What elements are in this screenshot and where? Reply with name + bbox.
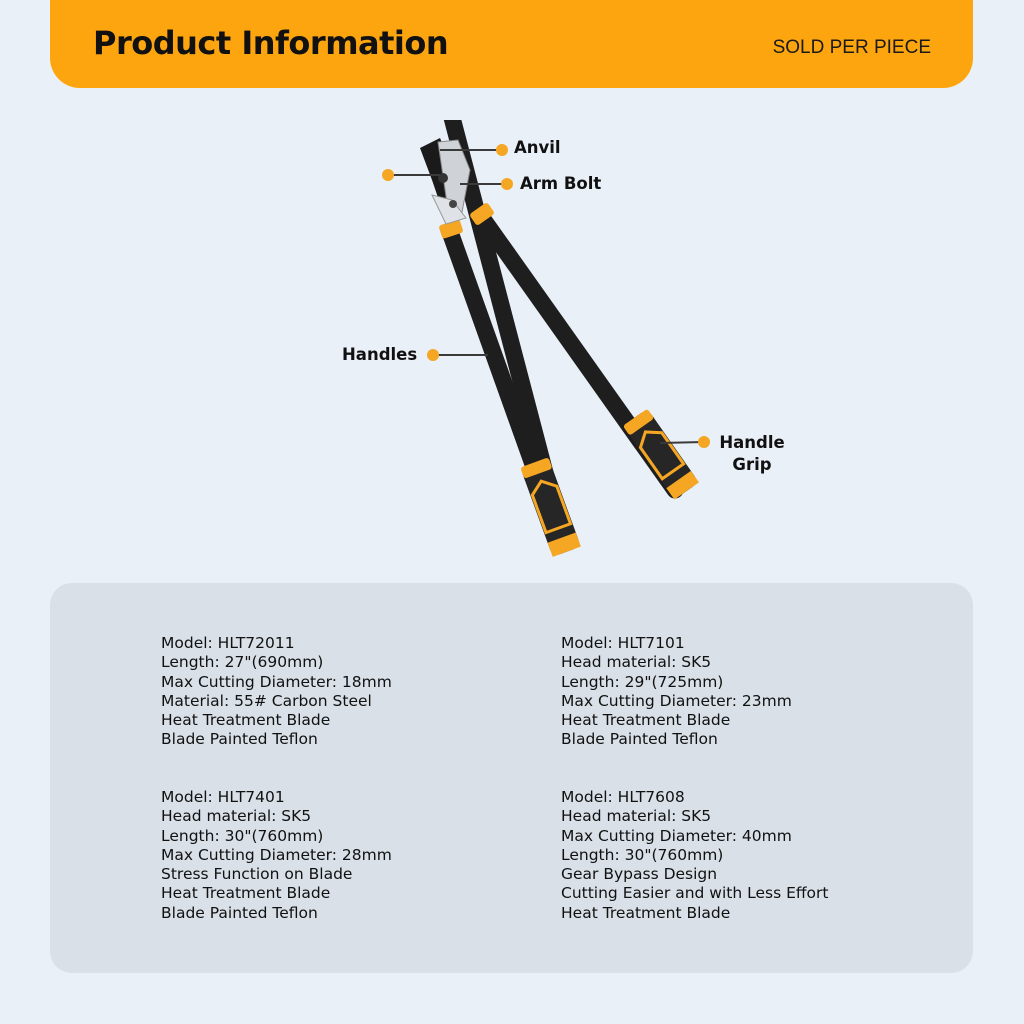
spec-line: Max Cutting Diameter: 23mm <box>561 691 792 710</box>
spec-line: Head material: SK5 <box>161 807 312 826</box>
lopper-shears-icon <box>0 120 1024 570</box>
spec-block-hlt7608 <box>561 788 829 923</box>
spec-line: Material: 55# Carbon Steel <box>161 691 372 710</box>
spec-line: Blade Painted Teflon <box>161 730 318 749</box>
anvil-label: Anvil <box>514 138 561 157</box>
spec-line: Heat Treatment Blade <box>561 903 731 922</box>
product-diagram <box>0 120 1024 570</box>
spec-line: Model: HLT7101 <box>561 634 685 652</box>
spec-line: Max Cutting Diameter: 18mm <box>161 672 392 691</box>
header-banner <box>50 0 973 88</box>
spec-line: Cutting Easier and with Less Effort <box>561 884 829 903</box>
spec-line: Length: 30"(760mm) <box>561 845 724 864</box>
page-title: Product Information <box>93 24 449 62</box>
spec-line: Length: 27"(690mm) <box>161 653 324 672</box>
spec-line: Max Cutting Diameter: 28mm <box>161 845 392 864</box>
spec-block-hlt72011 <box>161 634 392 750</box>
handles-label: Handles <box>342 345 418 364</box>
spec-line: Model: HLT7608 <box>561 788 685 806</box>
spec-line: Stress Function on Blade <box>161 865 353 884</box>
spec-line: Heat Treatment Blade <box>161 884 331 903</box>
spec-line: Heat Treatment Blade <box>561 711 731 730</box>
spec-line: Model: HLT7401 <box>161 788 285 806</box>
specifications-panel <box>50 583 973 973</box>
spec-line: Model: HLT72011 <box>161 634 295 652</box>
spec-block-hlt7101 <box>561 634 792 750</box>
handle-grip-label: Handle Grip <box>719 433 785 474</box>
spec-line: Gear Bypass Design <box>561 865 718 884</box>
spec-block-hlt7401 <box>161 788 392 923</box>
sold-per-piece-label: SOLD PER PIECE <box>772 37 931 58</box>
spec-line: Length: 30"(760mm) <box>161 826 324 845</box>
spec-line: Blade Painted Teflon <box>561 730 718 749</box>
spec-line: Blade Painted Teflon <box>161 903 318 922</box>
arm-bolt-label: Arm Bolt <box>520 174 602 193</box>
spec-line: Head material: SK5 <box>561 807 712 826</box>
spec-line: Length: 29"(725mm) <box>561 672 724 691</box>
spec-line: Heat Treatment Blade <box>161 711 331 730</box>
spec-line: Max Cutting Diameter: 40mm <box>561 826 792 845</box>
spec-line: Head material: SK5 <box>561 653 712 672</box>
